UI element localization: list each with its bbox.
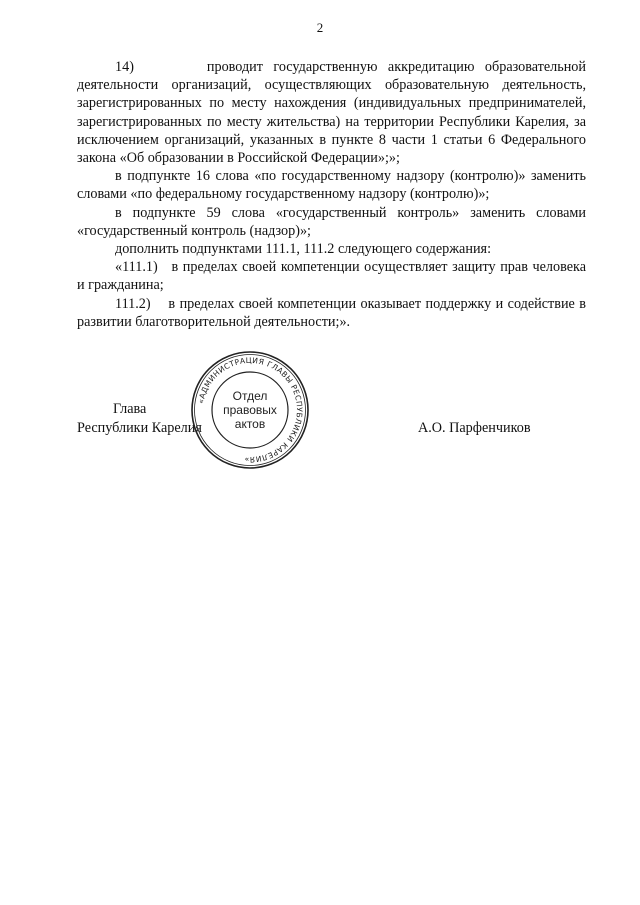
paragraph-item-111-2: 111.2) в пределах своей компетенции оказывает поддержку и содействие в развитии благотворительной деятельности;». [77, 295, 586, 330]
paragraph-add-subitems: дополнить подпунктами 111.1, 111.2 следующего содержания: [115, 241, 492, 258]
paragraph-subitem-59: в подпункте 59 слова «государственный контроль» заменить словами «государственный контроль (надзор)»; [77, 204, 586, 239]
page-number: 2 [316, 20, 324, 35]
signature-title-line1: Глава [113, 401, 147, 417]
paragraph-subitem-16: в подпункте 16 слова «по государственному надзору (контролю)» заменить словами «по федеральному государственному надзору (контролю)»; [77, 168, 586, 203]
signature-title-line2: Республики Карелия [77, 420, 202, 436]
document-body [77, 58, 586, 331]
paragraph-item-111-1: «111.1) в пределах своей компетенции осуществляет защиту прав человека и гражданина; [77, 259, 586, 294]
signatory-name: А.О. Парфенчиков [418, 420, 531, 436]
stamp-line1: Отдел [232, 389, 268, 403]
stamp-line3: актов [234, 417, 266, 431]
stamp-ring-text: «АДМИНИСТРАЦИЯ ГЛАВЫ РЕСПУБЛИКИ КАРЕЛИЯ» [196, 355, 305, 465]
stamp-line2: правовых [223, 403, 277, 417]
official-stamp [190, 350, 310, 470]
paragraph-item-14: 14) проводит государственную аккредитацию образовательной деятельности организаций, осуществляющих образовательную деятельность, зарегистрированных по месту нахождения (индивидуальных предпринимателей, зарегистрированных по месту жительства) на территории Республики Карелия, за исключением организаций, указанных в пункте 8 части 1 статьи 6 Федерального закона «Об образовании в Российской Федерации»;»; [77, 59, 586, 167]
